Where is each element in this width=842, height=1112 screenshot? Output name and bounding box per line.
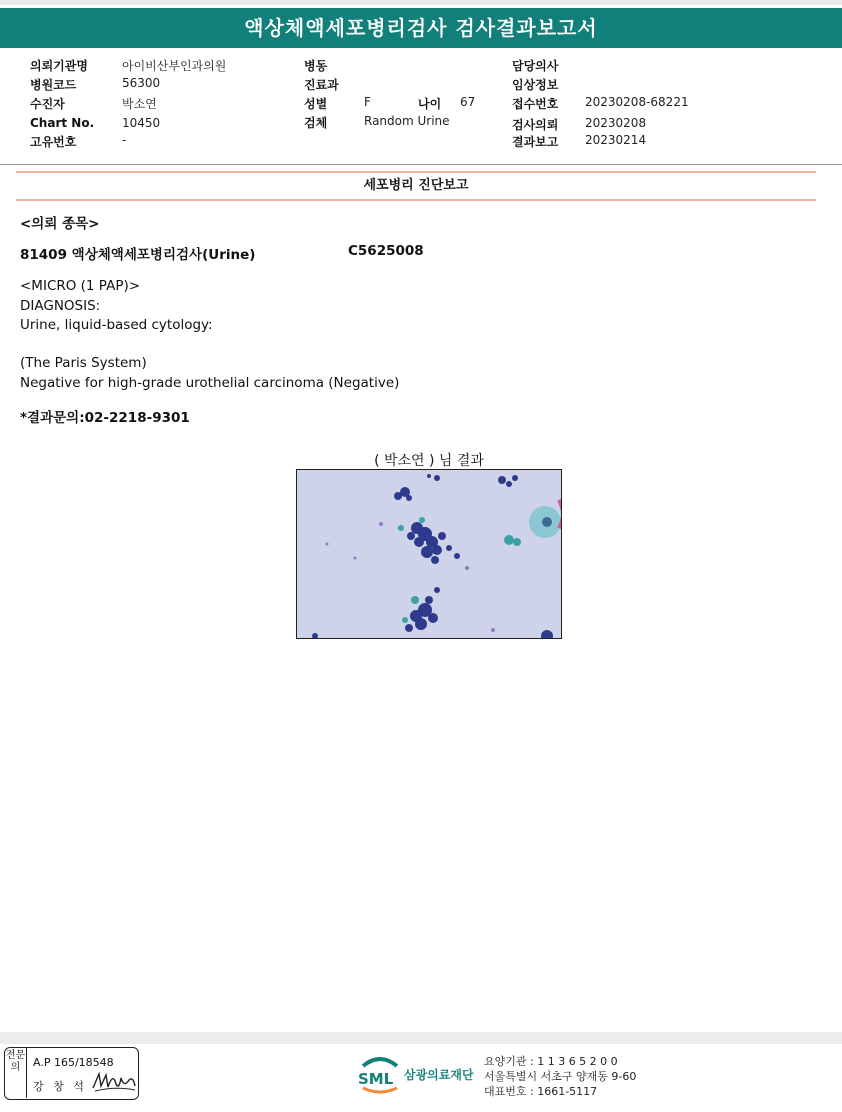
request-header: <의뢰 종목> bbox=[20, 216, 100, 232]
info-label-department: 진료과 bbox=[304, 78, 339, 92]
address-line: 요양기관 : 1 1 3 6 5 2 0 0 bbox=[484, 1055, 618, 1068]
section-title: 세포병리 진단보고 bbox=[16, 171, 816, 201]
info-value-report-date: 20230214 bbox=[585, 133, 647, 147]
stamp-pathologist-name: 강 창 석 bbox=[33, 1080, 87, 1093]
contact-line: *결과문의:02-2218-9301 bbox=[20, 410, 190, 426]
pathologist-stamp bbox=[4, 1047, 139, 1100]
lab-address bbox=[484, 1054, 636, 1099]
info-label-hospital-code: 병원코드 bbox=[30, 78, 77, 92]
logo-abbr: SML bbox=[358, 1070, 394, 1088]
info-value-chart-no: 10450 bbox=[122, 116, 161, 130]
paris-system-line: (The Paris System) bbox=[20, 355, 147, 371]
info-value-receipt-no: 20230208-68221 bbox=[585, 95, 689, 109]
address-line: 서울특별시 서초구 양재동 9-60 bbox=[484, 1070, 637, 1083]
footer-band bbox=[0, 1032, 842, 1044]
signature-image bbox=[91, 1070, 137, 1097]
test-line: 81409 액상체액세포병리검사(Urine) bbox=[20, 247, 256, 263]
diagnosis-label: DIAGNOSIS: bbox=[20, 298, 101, 314]
info-label-report-date: 결과보고 bbox=[512, 135, 559, 149]
info-label-chart-no: Chart No. bbox=[30, 116, 95, 130]
info-label-specimen: 검체 bbox=[304, 116, 328, 130]
info-label-doctor: 담당의사 bbox=[512, 59, 559, 73]
info-label-institution: 의뢰기관명 bbox=[30, 59, 88, 73]
info-value-specimen: Random Urine bbox=[364, 114, 450, 128]
info-label-patient: 수진자 bbox=[30, 97, 65, 111]
info-value-age: 67 bbox=[460, 95, 476, 109]
logo-foundation-name: 삼광의료재단 bbox=[404, 1068, 474, 1082]
info-label-receipt-no: 접수번호 bbox=[512, 97, 559, 111]
info-value-patient: 박소연 bbox=[122, 97, 157, 111]
report-title: 액상체액세포병리검사 검사결과보고서 bbox=[0, 8, 842, 48]
info-label-unique-no: 고유번호 bbox=[30, 135, 77, 149]
test-code: C5625008 bbox=[348, 243, 424, 259]
stamp-ap-number: A.P 165/18548 bbox=[33, 1056, 114, 1069]
info-value-sex: F bbox=[364, 95, 371, 109]
micro-header: <MICRO (1 PAP)> bbox=[20, 278, 141, 294]
cytology-micrograph bbox=[296, 469, 562, 639]
info-label-request-date: 검사의뢰 bbox=[512, 118, 559, 132]
info-value-hospital-code: 56300 bbox=[122, 76, 161, 90]
address-line: 대표번호 : 1661-5117 bbox=[484, 1085, 598, 1098]
info-value-institution: 아이비산부인과의원 bbox=[122, 59, 227, 73]
info-divider bbox=[0, 164, 842, 165]
image-caption: ( 박소연 ) 님 결과 bbox=[374, 453, 484, 469]
info-label-sex: 성별 bbox=[304, 97, 328, 111]
result-line: Negative for high-grade urothelial carcinoma (Negative) bbox=[20, 375, 400, 391]
patient-info-block bbox=[0, 52, 842, 164]
top-rule bbox=[0, 0, 842, 5]
sml-logo bbox=[357, 1052, 403, 1098]
info-label-age: 나이 bbox=[418, 97, 442, 111]
specimen-line: Urine, liquid-based cytology: bbox=[20, 317, 213, 333]
info-value-unique-no: - bbox=[122, 133, 127, 147]
stamp-title: 전문의 bbox=[5, 1048, 27, 1098]
info-label-clinical-info: 임상정보 bbox=[512, 78, 559, 92]
info-label-ward: 병동 bbox=[304, 59, 328, 73]
info-value-request-date: 20230208 bbox=[585, 116, 647, 130]
